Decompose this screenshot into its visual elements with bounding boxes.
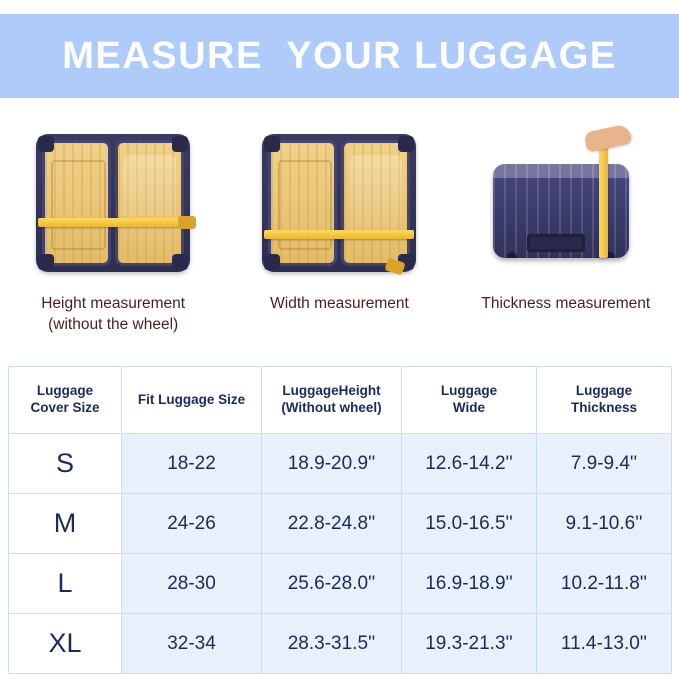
cell-cover-size: M [9,494,122,554]
caption-thickness [481,294,650,315]
cell-luggage-thickness: 11.4-13.0'' [537,614,672,674]
caption-height [41,294,185,336]
open-suitcase-icon [262,134,416,272]
width-measurement-photo [254,134,424,286]
cell-fit-luggage-size: 24-26 [122,494,262,554]
table-row [9,494,672,554]
header-fit-luggage-size [122,367,262,434]
page-title: MEASURE YOUR LUGGAGE [62,34,617,77]
size-table-wrapper [8,366,671,674]
cell-cover-size: XL [9,614,122,674]
measuring-tape-icon [38,218,188,227]
header-luggage-height-line2: (Without wheel) [281,400,382,415]
header-luggage-thickness-line2: Thickness [570,400,638,415]
cell-cover-size: S [9,434,122,494]
cell-fit-luggage-size: 32-34 [122,614,262,674]
caption-width-line1: Width measurement [270,295,409,312]
cell-luggage-wide: 19.3-21.3'' [402,614,537,674]
cell-luggage-height: 18.9-20.9'' [262,434,402,494]
header-fit-luggage-size-line1: Fit Luggage Size [137,391,246,407]
header-luggage-wide [402,367,537,434]
caption-height-line2: (without the wheel) [48,315,179,333]
thickness-measurement-photo [481,134,651,286]
header-luggage-height [262,367,402,434]
cell-luggage-thickness: 7.9-9.4'' [537,434,672,494]
table-row [9,554,672,614]
open-suitcase-icon [36,134,190,272]
header-luggage-height-line1: LuggageHeight [282,383,381,399]
header-cover-size-line1: Luggage [36,383,94,399]
cell-luggage-wide: 16.9-18.9'' [402,554,537,614]
hand-icon [583,123,632,152]
header-cover-size [9,367,122,434]
caption-width [270,294,409,315]
caption-thickness-line1: Thickness measurement [481,295,651,312]
measuring-tape-icon [599,140,608,258]
illustration-row [0,108,679,348]
closed-suitcase-icon [493,164,629,258]
cell-luggage-height: 25.6-28.0'' [262,554,402,614]
cell-luggage-thickness: 10.2-11.8'' [537,554,672,614]
table-row [9,614,672,674]
header-luggage-thickness [537,367,672,434]
cell-cover-size: L [9,554,122,614]
measuring-tape-icon [264,230,414,239]
header-luggage-wide-line1: Luggage [440,383,498,399]
tape-end-icon [178,216,196,229]
header-banner [0,14,679,98]
caption-height-line1: Height measurement [41,295,186,312]
size-table [8,366,672,674]
cell-luggage-height: 22.8-24.8'' [262,494,402,554]
table-row [9,434,672,494]
illustration-thickness [453,108,679,348]
cell-luggage-thickness: 9.1-10.6'' [537,494,672,554]
table-header-row [9,367,672,434]
cell-fit-luggage-size: 28-30 [122,554,262,614]
header-luggage-wide-line2: Wide [452,400,486,415]
cell-luggage-height: 28.3-31.5'' [262,614,402,674]
header-luggage-thickness-line1: Luggage [575,383,633,399]
illustration-width [226,108,452,348]
cell-luggage-wide: 12.6-14.2'' [402,434,537,494]
height-measurement-photo [28,134,198,286]
illustration-height [0,108,226,348]
header-cover-size-line2: Cover Size [30,400,100,415]
cell-fit-luggage-size: 18-22 [122,434,262,494]
cell-luggage-wide: 15.0-16.5'' [402,494,537,554]
